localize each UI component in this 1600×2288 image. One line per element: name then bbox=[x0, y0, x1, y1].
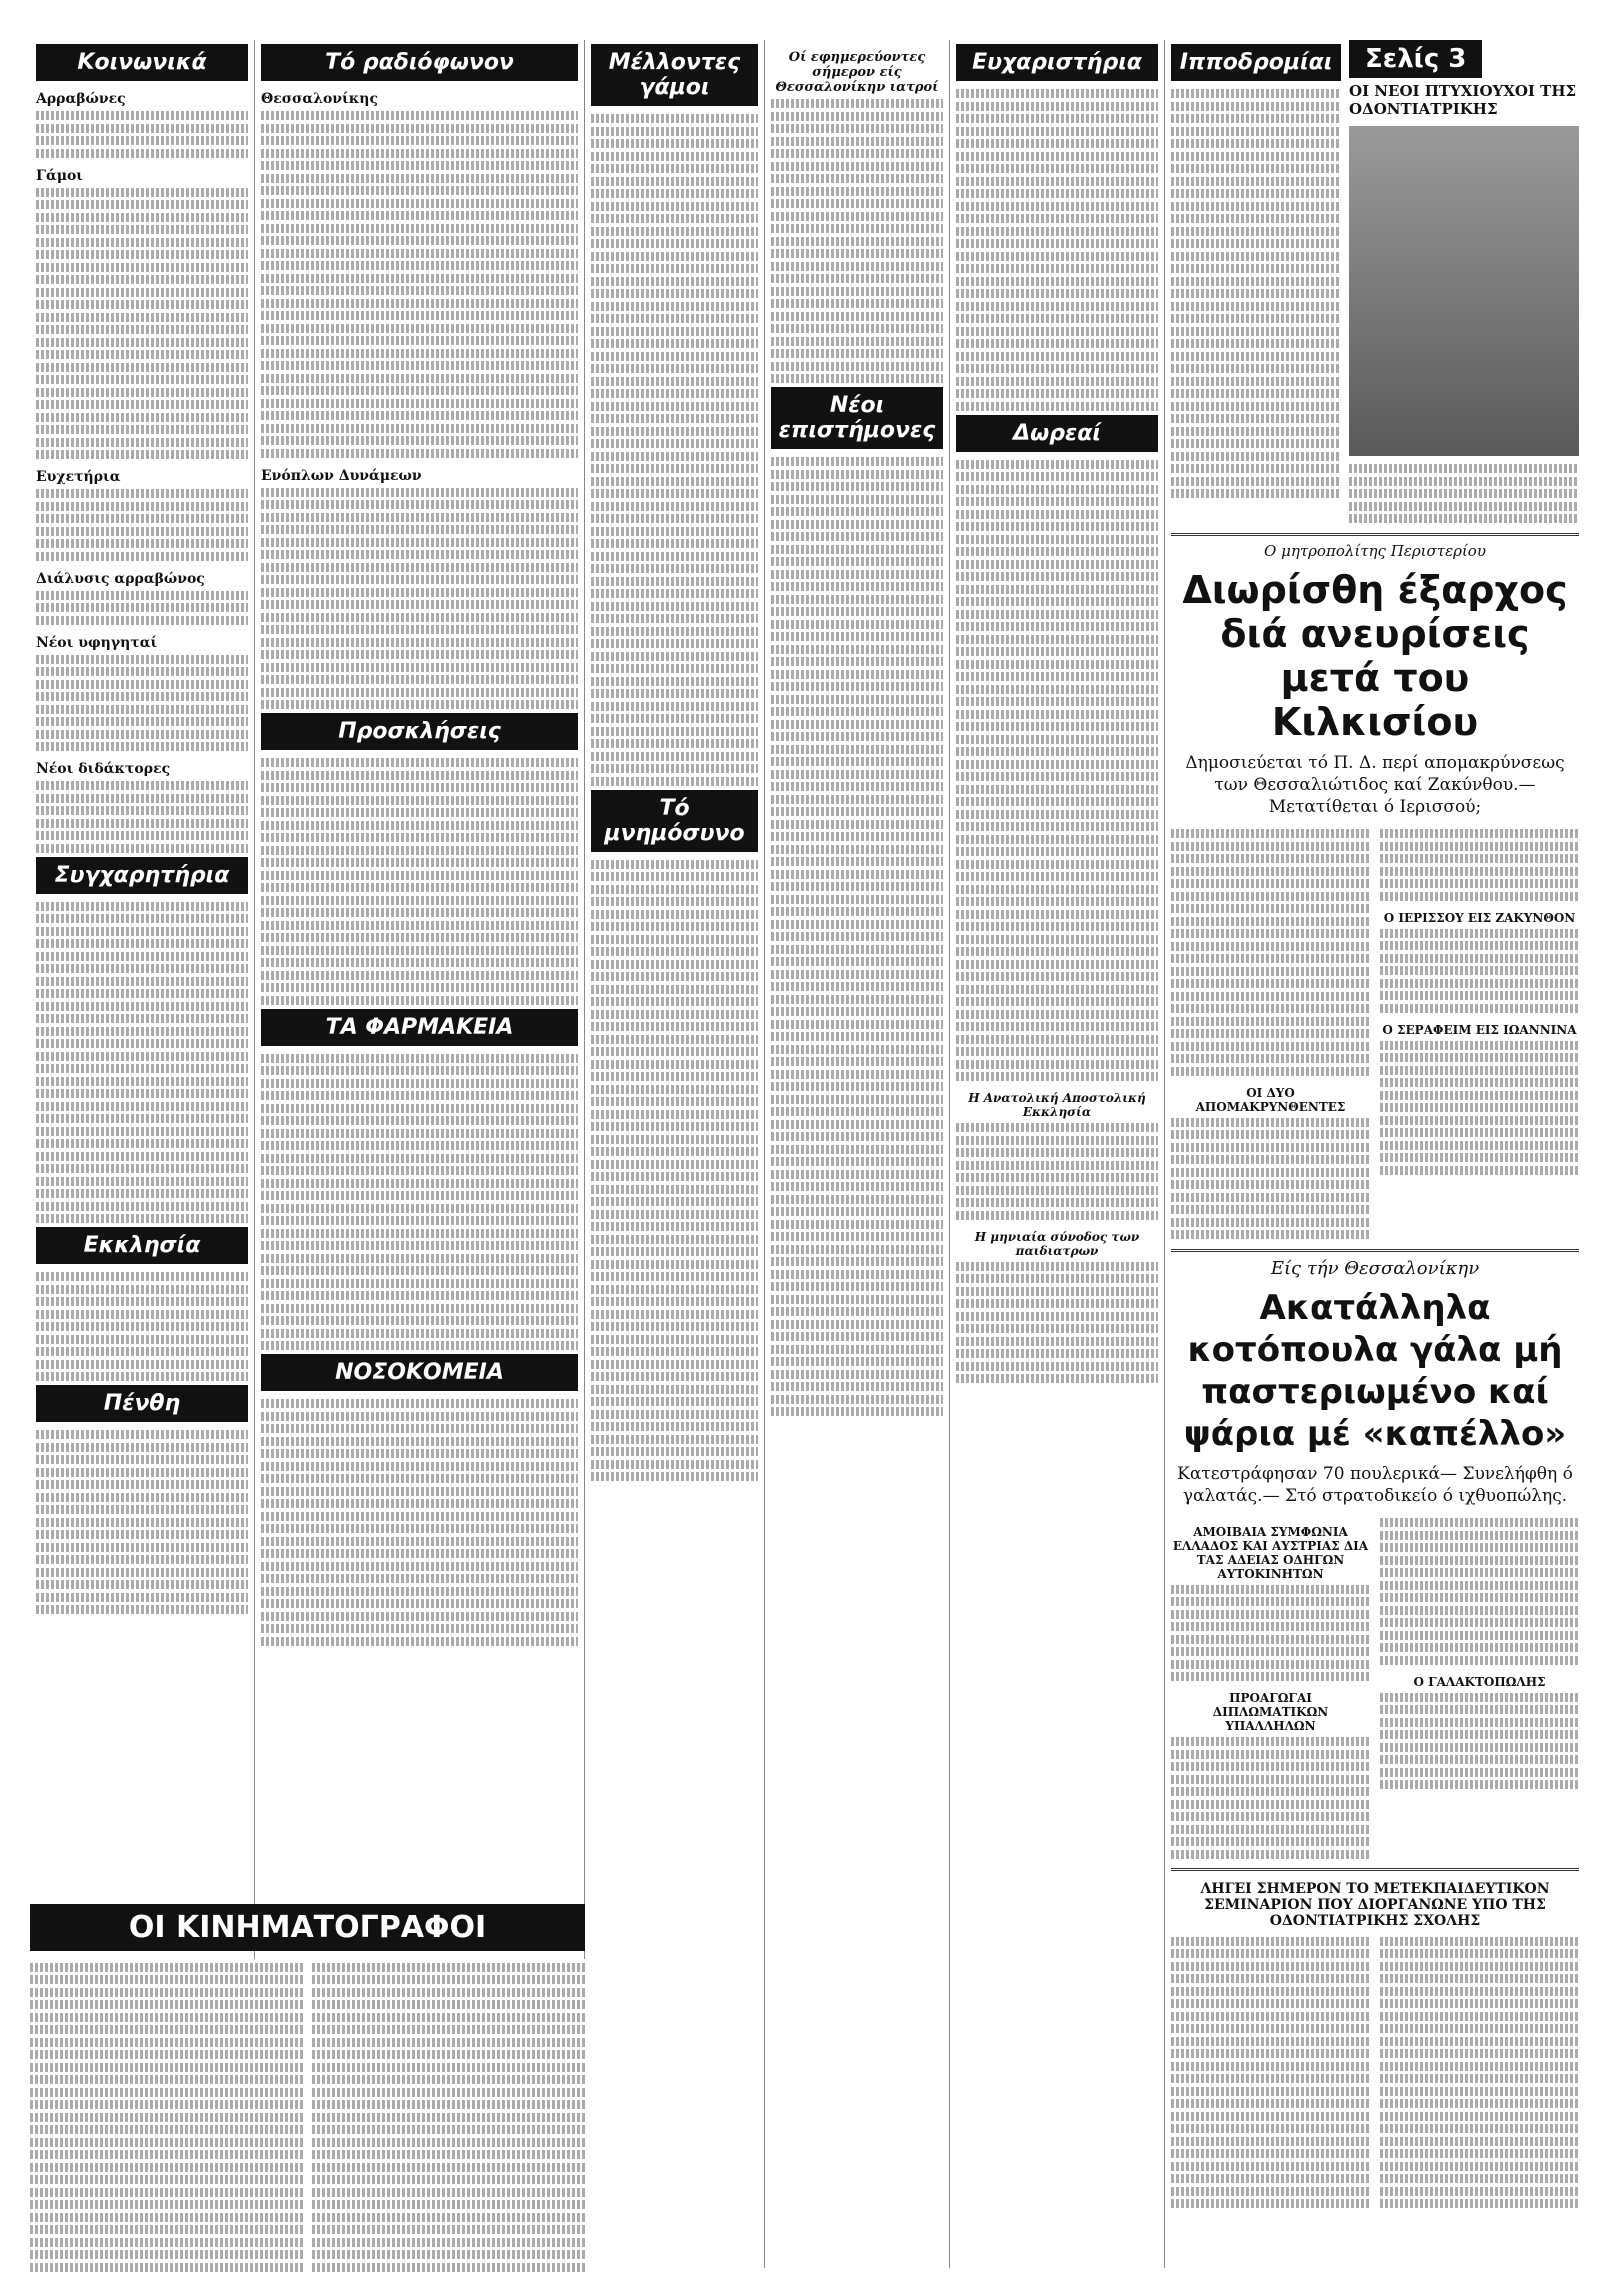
body-text bbox=[956, 89, 1158, 411]
body-text bbox=[261, 758, 578, 1005]
page-header bbox=[1349, 40, 1579, 78]
body-text bbox=[36, 111, 248, 158]
story-kicker-thessaloniki: Είς τήν Θεσσαλονίκην bbox=[1270, 1257, 1480, 1279]
body-text bbox=[591, 860, 758, 1482]
body-text bbox=[1171, 1118, 1370, 1240]
subheading-armed-forces: Ενόπλων Δυνάμεων bbox=[261, 467, 422, 484]
body-text bbox=[1380, 1518, 1579, 1665]
column-front-news bbox=[1165, 40, 1585, 2268]
body-text bbox=[1171, 1933, 1370, 2212]
section-header-cinemas: ΟΙ ΚΙΝΗΜΑΤΟΓΡΑΦΟΙ bbox=[30, 1904, 585, 1951]
body-text bbox=[1171, 1737, 1370, 1859]
body-text bbox=[1171, 89, 1341, 498]
cinemas-section bbox=[30, 1900, 585, 2275]
body-text bbox=[36, 188, 248, 460]
body-text bbox=[36, 489, 248, 561]
column-future-weddings bbox=[585, 40, 765, 2268]
section-header-hospitals: ΝΟΣΟΚΟΜΕΙΑ bbox=[261, 1354, 578, 1391]
body-text bbox=[36, 1430, 248, 1614]
body-text bbox=[1380, 829, 1579, 901]
headline-food-inspection: Ακατάλληλα κοτόπουλα γάλα μή παστεριωμένο καί ψάρια μέ «καπέλλο» bbox=[1183, 1287, 1567, 1454]
subheading-weddings: Γάμοι bbox=[36, 167, 84, 184]
body-text bbox=[261, 488, 578, 710]
divider bbox=[1171, 1249, 1579, 1252]
body-text bbox=[1171, 829, 1370, 1076]
subheading-greece-austria: ΑΜΟΙΒΑΙΑ ΣΥΜΦΩΝΙΑ ΕΛΛΑΔΟΣ ΚΑΙ ΑΥΣΤΡΙΑΣ ΔΙΑ ΤΑΣ ΑΔΕΙΑΣ ΟΔΗΓΩΝ ΑΥΤΟΚΙΝΗΤΩΝ bbox=[1172, 1524, 1369, 1581]
subheading-lecturers: Νέοι υφηγηταί bbox=[36, 634, 158, 651]
subheading-two-removed: ΟΙ ΔΥΟ ΑΠΟΜΑΚΡΥΝΘΕΝΤΕΣ bbox=[1195, 1085, 1346, 1114]
divider bbox=[1171, 533, 1579, 536]
body-text bbox=[36, 902, 248, 1224]
section-header-radio: Τό ραδιόφωνον bbox=[261, 44, 578, 81]
subheading-ierissos-zakynthos: Ο ΙΕΡΙΣΣΟΥ ΕΙΣ ΖΑΚΥΝΘΟΝ bbox=[1383, 910, 1576, 925]
body-text bbox=[1380, 929, 1579, 1013]
subheading-engagements: Αρραβώνες bbox=[36, 91, 126, 107]
headline-dental-seminar: ΛΗΓΕΙ ΣΗΜΕΡΟΝ ΤΟ ΜΕΤΕΚΠΑΙΔΕΥΤΙΚΟΝ ΣΕΜΙΝΑΡΙΟΝ ΠΟΥ ΔΙΟΡΓΑΝΩΝΕ ΥΠΟ ΤΗΣ ΟΔΟΝΤΙΑΤΡΙΚΗΣ ΣΧΟΛΗΣ bbox=[1200, 1881, 1550, 1929]
church-notice-title: Η Ανατολική Αποστολική Εκκλησία bbox=[968, 1091, 1146, 1119]
subheading-wishes: Ευχετήρια bbox=[36, 469, 121, 485]
page-subtitle: ΟΙ ΝΕΟΙ ΠΤΥΧΙΟΥΧΟΙ ΤΗΣ ΟΔΟΝΤΙΑΤΡΙΚΗΣ bbox=[1349, 82, 1577, 118]
subheading-diplomatic-promotions: ΠΡΟΑΓΩΓΑΙ ΔΙΠΛΩΜΑΤΙΚΩΝ ΥΠΑΛΛΗΛΩΝ bbox=[1212, 1691, 1329, 1733]
column-doctors-on-duty bbox=[765, 40, 950, 2268]
body-text bbox=[771, 457, 943, 1416]
body-text bbox=[956, 460, 1158, 1082]
body-text bbox=[1380, 1041, 1579, 1175]
section-header-invitations: Προσκλήσεις bbox=[261, 713, 578, 750]
photo-caption bbox=[1349, 464, 1579, 523]
pediatric-meeting-title: Η μηνιαία σύνοδος των παιδιατρων bbox=[974, 1229, 1140, 1258]
section-header-donations: Δωρεαί bbox=[956, 415, 1158, 452]
section-header-thanks: Ευχαριστήρια bbox=[956, 44, 1158, 81]
body-text bbox=[1380, 1693, 1579, 1790]
subheading-thessaloniki: Θεσσαλονίκης bbox=[261, 91, 378, 107]
subheading-milkman: Ο ΓΑΛΑΚΤΟΠΩΛΗΣ bbox=[1413, 1674, 1546, 1689]
column-thanks bbox=[950, 40, 1165, 2268]
section-header-future-weddings: Μέλλοντες γάμοι bbox=[591, 44, 758, 106]
section-header-new-scientists: Νέοι επιστήμονες bbox=[771, 387, 943, 449]
body-text bbox=[591, 114, 758, 786]
graduates-group-photo bbox=[1349, 126, 1579, 456]
section-header-pharmacies: ΤΑ ΦΑΡΜΑΚΕΙΑ bbox=[261, 1009, 578, 1046]
deck-metropolitan: Δημοσιεύεται τό Π. Δ. περί απομακρύνσεως των Θεσσαλιώτιδος καί Ζακύνθου.—Μετατίθεται ό Ιερισσού; bbox=[1185, 752, 1565, 817]
body-text bbox=[771, 99, 943, 383]
subheading-dissolution: Διάλυσις αρραβώνος bbox=[36, 570, 205, 587]
headline-metropolitan: Διωρίσθη έξαρχος διά ανευρίσεις μετά του Κιλκισίου bbox=[1182, 567, 1568, 744]
body-text bbox=[36, 591, 248, 625]
section-header-horse-racing: Ιπποδρομίαι bbox=[1171, 44, 1341, 81]
body-text bbox=[956, 1123, 1158, 1220]
body-text bbox=[1380, 1933, 1579, 2212]
subheading-doctors: Νέοι διδάκτορες bbox=[36, 761, 171, 777]
section-header-church: Εκκλησία bbox=[36, 1227, 248, 1264]
body-text bbox=[261, 111, 578, 458]
section-header-congratulations: Συγχαρητήρια bbox=[36, 857, 248, 894]
body-text bbox=[312, 1959, 586, 2275]
subheading-serafeim-ioannina: Ο ΣΕΡΑΦΕΙΜ ΕΙΣ ΙΩΑΝΝΙΝΑ bbox=[1382, 1022, 1577, 1037]
body-text bbox=[36, 655, 248, 752]
section-header-memorial: Τό μνημόσυνο bbox=[591, 790, 758, 852]
body-text bbox=[956, 1262, 1158, 1384]
body-text bbox=[36, 1272, 248, 1381]
body-text bbox=[36, 781, 248, 853]
body-text bbox=[1171, 1585, 1370, 1682]
story-kicker-metropolitan: Ο μητροπολίτης Περιστερίου bbox=[1264, 541, 1486, 560]
body-text bbox=[261, 1399, 578, 1646]
duty-doctors-title: Οί εφημερεύοντες σήμερον είς Θεσσαλονίκην ιατροί bbox=[775, 50, 939, 95]
deck-food-inspection: Κατεστράφησαν 70 πουλερικά— Συνελήφθη ό γαλατάς.— Στό στρατοδικείο ό ιχθυοπώλης. bbox=[1177, 1463, 1573, 1506]
body-text bbox=[261, 1054, 578, 1351]
section-header-mourning: Πένθη bbox=[36, 1385, 248, 1422]
section-header-social: Κοινωνικά bbox=[36, 44, 248, 81]
divider bbox=[1171, 1868, 1579, 1871]
page-number-label: Σελίς 3 bbox=[1349, 40, 1482, 78]
body-text bbox=[30, 1959, 304, 2275]
